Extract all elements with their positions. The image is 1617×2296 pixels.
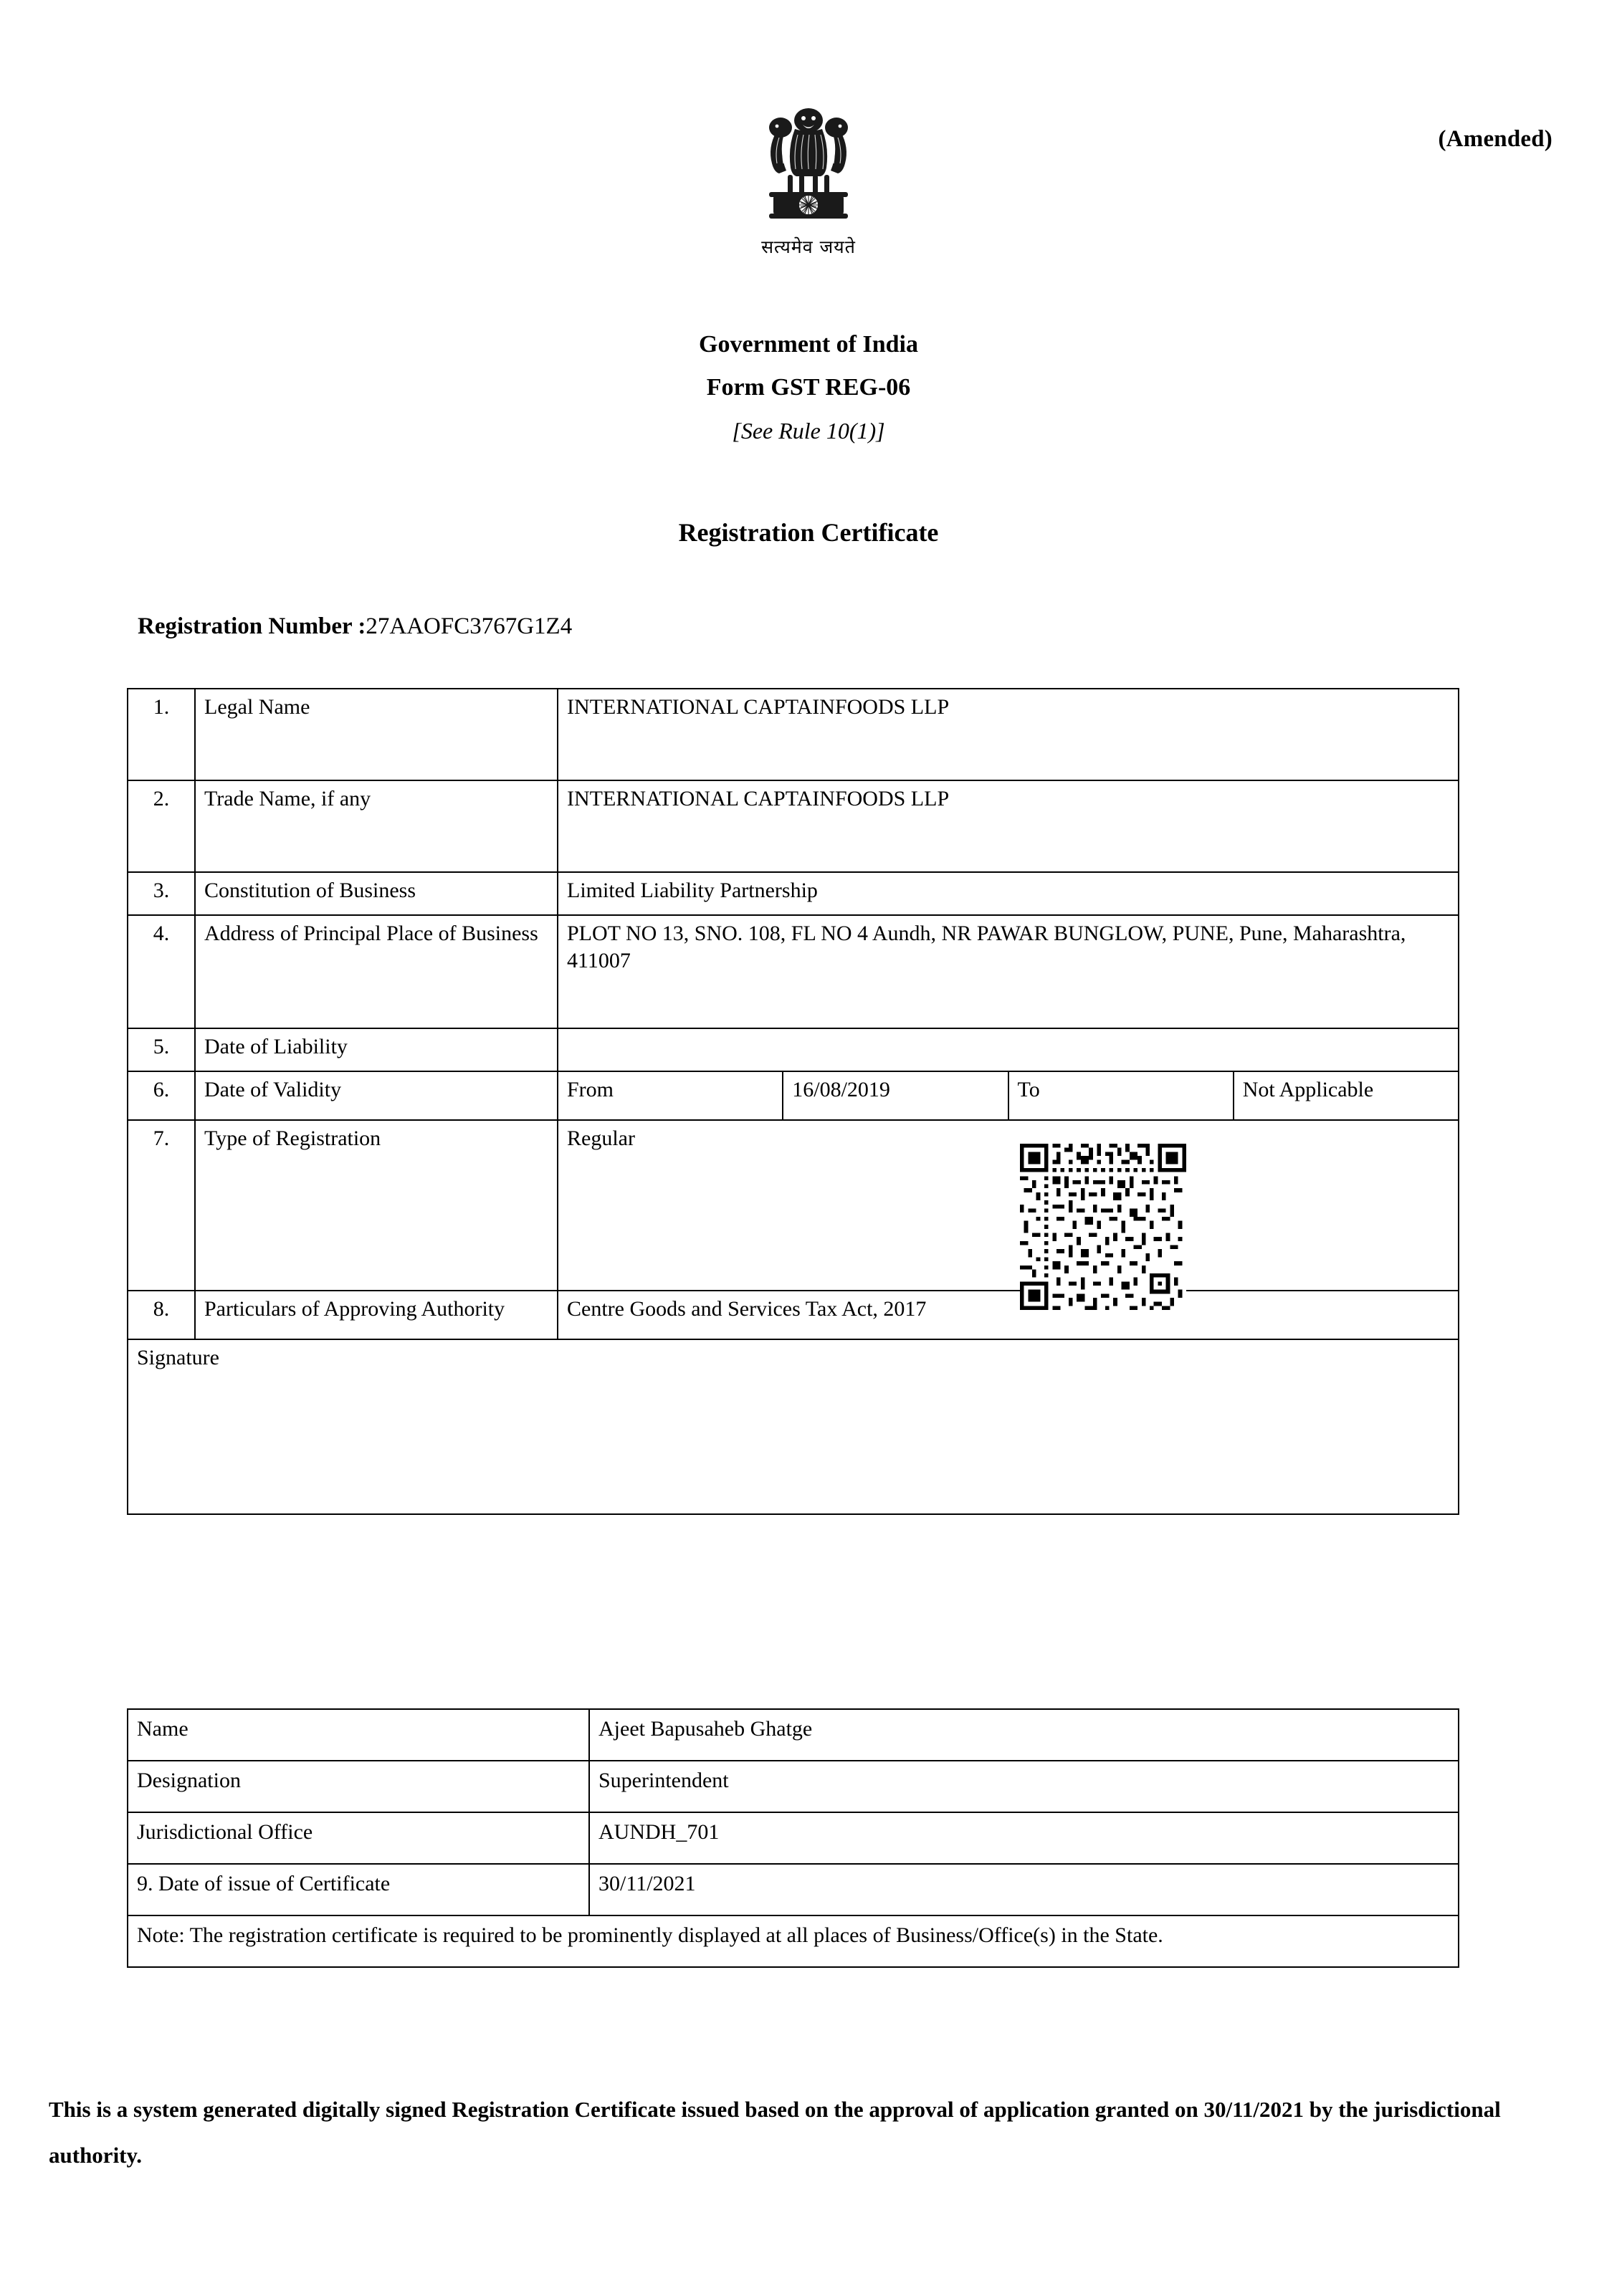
row-number: 8.	[128, 1291, 195, 1339]
table-row-approving-authority	[128, 1291, 1459, 1339]
row-number: 7.	[128, 1120, 195, 1291]
row-number: 3.	[128, 872, 195, 915]
row-label: Date of Liability	[195, 1028, 558, 1071]
government-of-india-heading: Government of India	[699, 331, 918, 358]
row-value: PLOT NO 13, SNO. 108, FL NO 4 Aundh, NR PAWAR BUNGLOW, PUNE, Pune, Maharashtra, 411007	[558, 915, 1459, 1028]
system-generated-footer: This is a system generated digitally signed Registration Certificate issued based on the approval of application granted on 30/11/2021 by the jurisdictional authority.	[49, 2097, 1501, 2168]
row-label: Address of Principal Place of Business	[195, 915, 558, 1028]
row-number: 1.	[128, 689, 195, 780]
satyameva-jayate-motto: सत्यमेव जयते	[761, 236, 856, 257]
name-value: Ajeet Bapusaheb Ghatge	[589, 1709, 1459, 1761]
jurisdictional-office-value: AUNDH_701	[589, 1812, 1459, 1864]
validity-from-label: From	[558, 1071, 783, 1120]
row-value	[558, 1028, 1459, 1071]
date-of-issue-label: 9. Date of issue of Certificate	[128, 1864, 589, 1915]
name-label: Name	[128, 1709, 589, 1761]
row-value: Regular	[567, 1127, 635, 1150]
table-row-type-of-registration	[128, 1120, 1459, 1291]
table-row-address	[128, 915, 1459, 1028]
row-number: 5.	[128, 1028, 195, 1071]
table-row-note	[128, 1915, 1459, 1967]
page-title: Registration Certificate	[678, 518, 939, 547]
rule-reference: [See Rule 10(1)]	[732, 418, 885, 444]
form-name-heading: Form GST REG-06	[706, 374, 911, 401]
table-row-trade-name	[128, 780, 1459, 872]
national-emblem-block	[0, 100, 1617, 256]
table-row-constitution	[128, 872, 1459, 915]
designation-value: Superintendent	[589, 1761, 1459, 1812]
table-row-signature	[128, 1339, 1459, 1514]
row-label: Constitution of Business	[195, 872, 558, 915]
row-value-with-qr	[558, 1120, 1459, 1291]
qr-code-icon	[1017, 1144, 1189, 1310]
display-note: Note: The registration certificate is required to be prominently displayed at all places of Business/Office(s) in the State.	[128, 1915, 1459, 1967]
jurisdictional-office-label: Jurisdictional Office	[128, 1812, 589, 1864]
row-number: 6.	[128, 1071, 195, 1120]
certificate-details-table	[127, 688, 1459, 1515]
registration-number-label: Registration Number :	[138, 613, 366, 639]
india-national-emblem-icon	[748, 100, 869, 233]
row-value: Limited Liability Partnership	[558, 872, 1459, 915]
designation-label: Designation	[128, 1761, 589, 1812]
row-label: Type of Registration	[195, 1120, 558, 1291]
approving-authority-table	[127, 1708, 1459, 1968]
row-number: 4.	[128, 915, 195, 1028]
validity-from-value: 16/08/2019	[783, 1071, 1008, 1120]
table-row-designation	[128, 1761, 1459, 1812]
row-value: Centre Goods and Services Tax Act, 2017	[558, 1291, 1459, 1339]
registration-number-value: 27AAOFC3767G1Z4	[366, 613, 573, 639]
amended-label: (Amended)	[1438, 126, 1552, 152]
row-label: Particulars of Approving Authority	[195, 1291, 558, 1339]
row-value: INTERNATIONAL CAPTAINFOODS LLP	[558, 780, 1459, 872]
table-row-legal-name	[128, 689, 1459, 780]
row-label: Trade Name, if any	[195, 780, 558, 872]
signature-label: Signature	[128, 1339, 1459, 1514]
validity-to-value: Not Applicable	[1234, 1071, 1459, 1120]
row-label: Date of Validity	[195, 1071, 558, 1120]
date-of-issue-value: 30/11/2021	[589, 1864, 1459, 1915]
table-row-date-of-validity	[128, 1071, 1459, 1120]
table-row-name	[128, 1709, 1459, 1761]
row-value: INTERNATIONAL CAPTAINFOODS LLP	[558, 689, 1459, 780]
table-row-jurisdictional-office	[128, 1812, 1459, 1864]
registration-number	[138, 613, 572, 640]
row-label: Legal Name	[195, 689, 558, 780]
table-row-date-of-liability	[128, 1028, 1459, 1071]
table-row-date-of-issue	[128, 1864, 1459, 1915]
validity-to-label: To	[1008, 1071, 1234, 1120]
row-number: 2.	[128, 780, 195, 872]
